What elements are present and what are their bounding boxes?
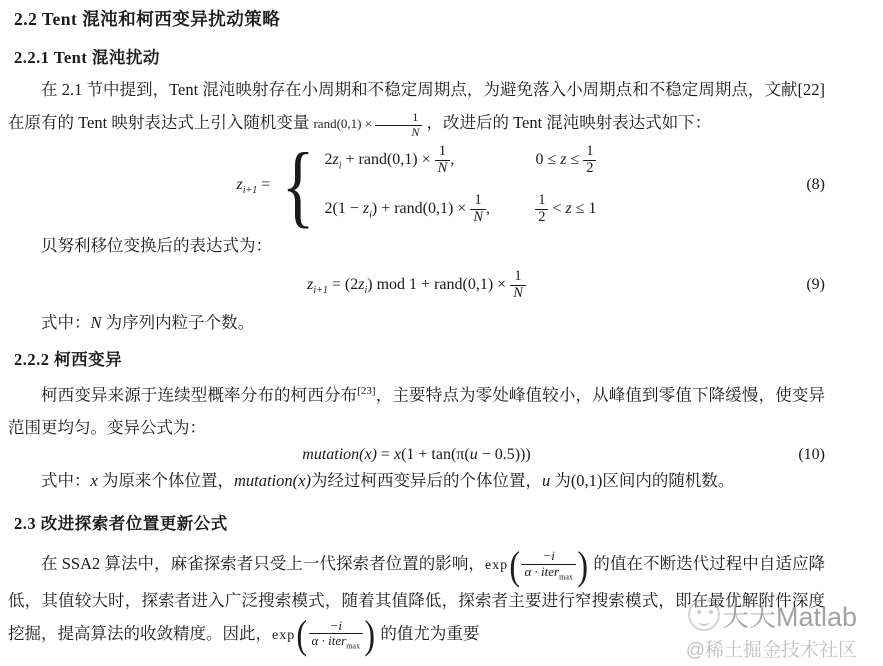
exp-fraction: exp( $\frac{-i}{\alpha \cdot iter_{max}}$ ) [272, 612, 375, 658]
paragraph-bernoulli: 贝努利移位变换后的表达式为： [41, 236, 272, 255]
citation-23: [23] [357, 384, 376, 397]
fraction: $\frac{1}{2}$ [583, 144, 596, 177]
equation-9-body: $z_{i+1} = (2z_i)$ mod 1 + rand(0,1) × $\frac{1}{N}$ [307, 276, 526, 293]
paragraph-2-3: 在 SSA2 算法中，麻雀探索者只受上一代探索者位置的影响，exp( $\frac{-i}{\alpha \cdot iter_{max}}$ ) 的值在不断迭代过程中自适应降低，其值较大时，探索者进入广泛搜索模式，随着其值降低，探索者主要进行窄搜索模式，即在最优解附件深度挖掘，提高算法的收敛精度。因此，exp( $\frac{-i}{\alpha \cdot iter_{max}}$ ) 的值尤为重要 [8, 542, 825, 658]
left-paren: ( [509, 542, 521, 588]
paragraph-text: ，改进后的 Tent 混沌映射表达式如下： [422, 113, 712, 132]
section-heading-2-2-2: 2.2.2 柯西变异 [14, 349, 123, 369]
paragraph-text: 在 2.1 节中提到，Tent 混沌映射存在小周期和不稳定周期点，为避免落入小周期点和不稳定周期点，文献[22]在原有的 Tent 映射表达式上引入随机变量 [8, 80, 825, 132]
case-row-1: $2z_i$ + rand(0,1) × $\frac{1}{N}$ , 0 ≤ z ≤ $\frac{1}{2}$ [324, 144, 596, 177]
right-paren: ) [364, 612, 375, 658]
equation-number: (9) [806, 276, 825, 294]
equation-8-cases [324, 144, 596, 226]
section-heading-2-2: 2.2 Tent 混沌和柯西变异扰动策略 [14, 9, 281, 29]
paragraph-cauchy: 柯西变异来源于连续型概率分布的柯西分布[23]，主要特点为零处峰值较小，从峰值到零值下降缓慢，使变异范围更均匀。变异公式为： [8, 384, 826, 438]
fraction: $\frac{1}{N}$ [510, 269, 526, 302]
paragraph-note-10: 式中：x 为原来个体位置，mutation(x)为经过柯西变异后的个体位置，u 为(0,1)区间内的随机数。 [41, 471, 735, 491]
left-paren: ( [296, 612, 308, 658]
paragraph-note-9: 式中：N 为序列内粒子个数。 [41, 312, 255, 332]
section-heading-2-2-1: 2.2.1 Tent 混沌扰动 [14, 48, 160, 67]
equation-10-body: mutation(x) = x(1 + tan(π(u − 0.5))) [302, 446, 531, 464]
right-paren: ) [577, 542, 588, 588]
equation-number: (8) [806, 176, 825, 193]
fraction: $\frac{-i}{\alpha \cdot iter_{max}}$ [309, 619, 363, 652]
case-row-2: $2(1 - z_i)$ + rand(0,1) × $\frac{1}{N}$ , $\frac{1}{2}$ < z ≤ 1 [324, 192, 597, 225]
equation-10 [8, 446, 825, 464]
fraction: $\frac{1}{N}$ [435, 144, 451, 177]
paragraph-tent-intro [8, 73, 825, 140]
fraction: $\frac{1}{N}$ [470, 193, 486, 226]
fraction: $\frac{1}{2}$ [535, 193, 548, 226]
inline-fraction: $\frac{1}{N}$ [375, 111, 422, 138]
fraction: $\frac{-i}{\alpha \cdot iter_{max}}$ [521, 549, 575, 582]
equation-8-body: $z_{i+1}$ = { $2z_i$ + rand(0,1) × $\frac{1}{N}$ , 0 ≤ z ≤ $\frac{1}{2}$ $2(1 - z_i)$ + rand(0,1) × $\frac{1}{N}$ , $\frac{1}{2}$ < z ≤ 1 [236, 134, 597, 236]
cases-brace: { [281, 134, 315, 236]
equation-8 [8, 134, 825, 236]
section-heading-2-3: 2.3 改进探索者位置更新公式 [14, 514, 228, 534]
watermark-community: @稀土掘金技术社区 [685, 640, 857, 661]
equation-9 [8, 269, 825, 302]
watermark-title: 天天Matlab [721, 602, 857, 632]
exp-fraction: exp( $\frac{-i}{\alpha \cdot iter_{max}}$ ) [484, 542, 588, 588]
inline-rand-term: rand(0,1) × $\frac{1}{N}$ [313, 116, 422, 131]
equation-number: (10) [798, 446, 825, 464]
